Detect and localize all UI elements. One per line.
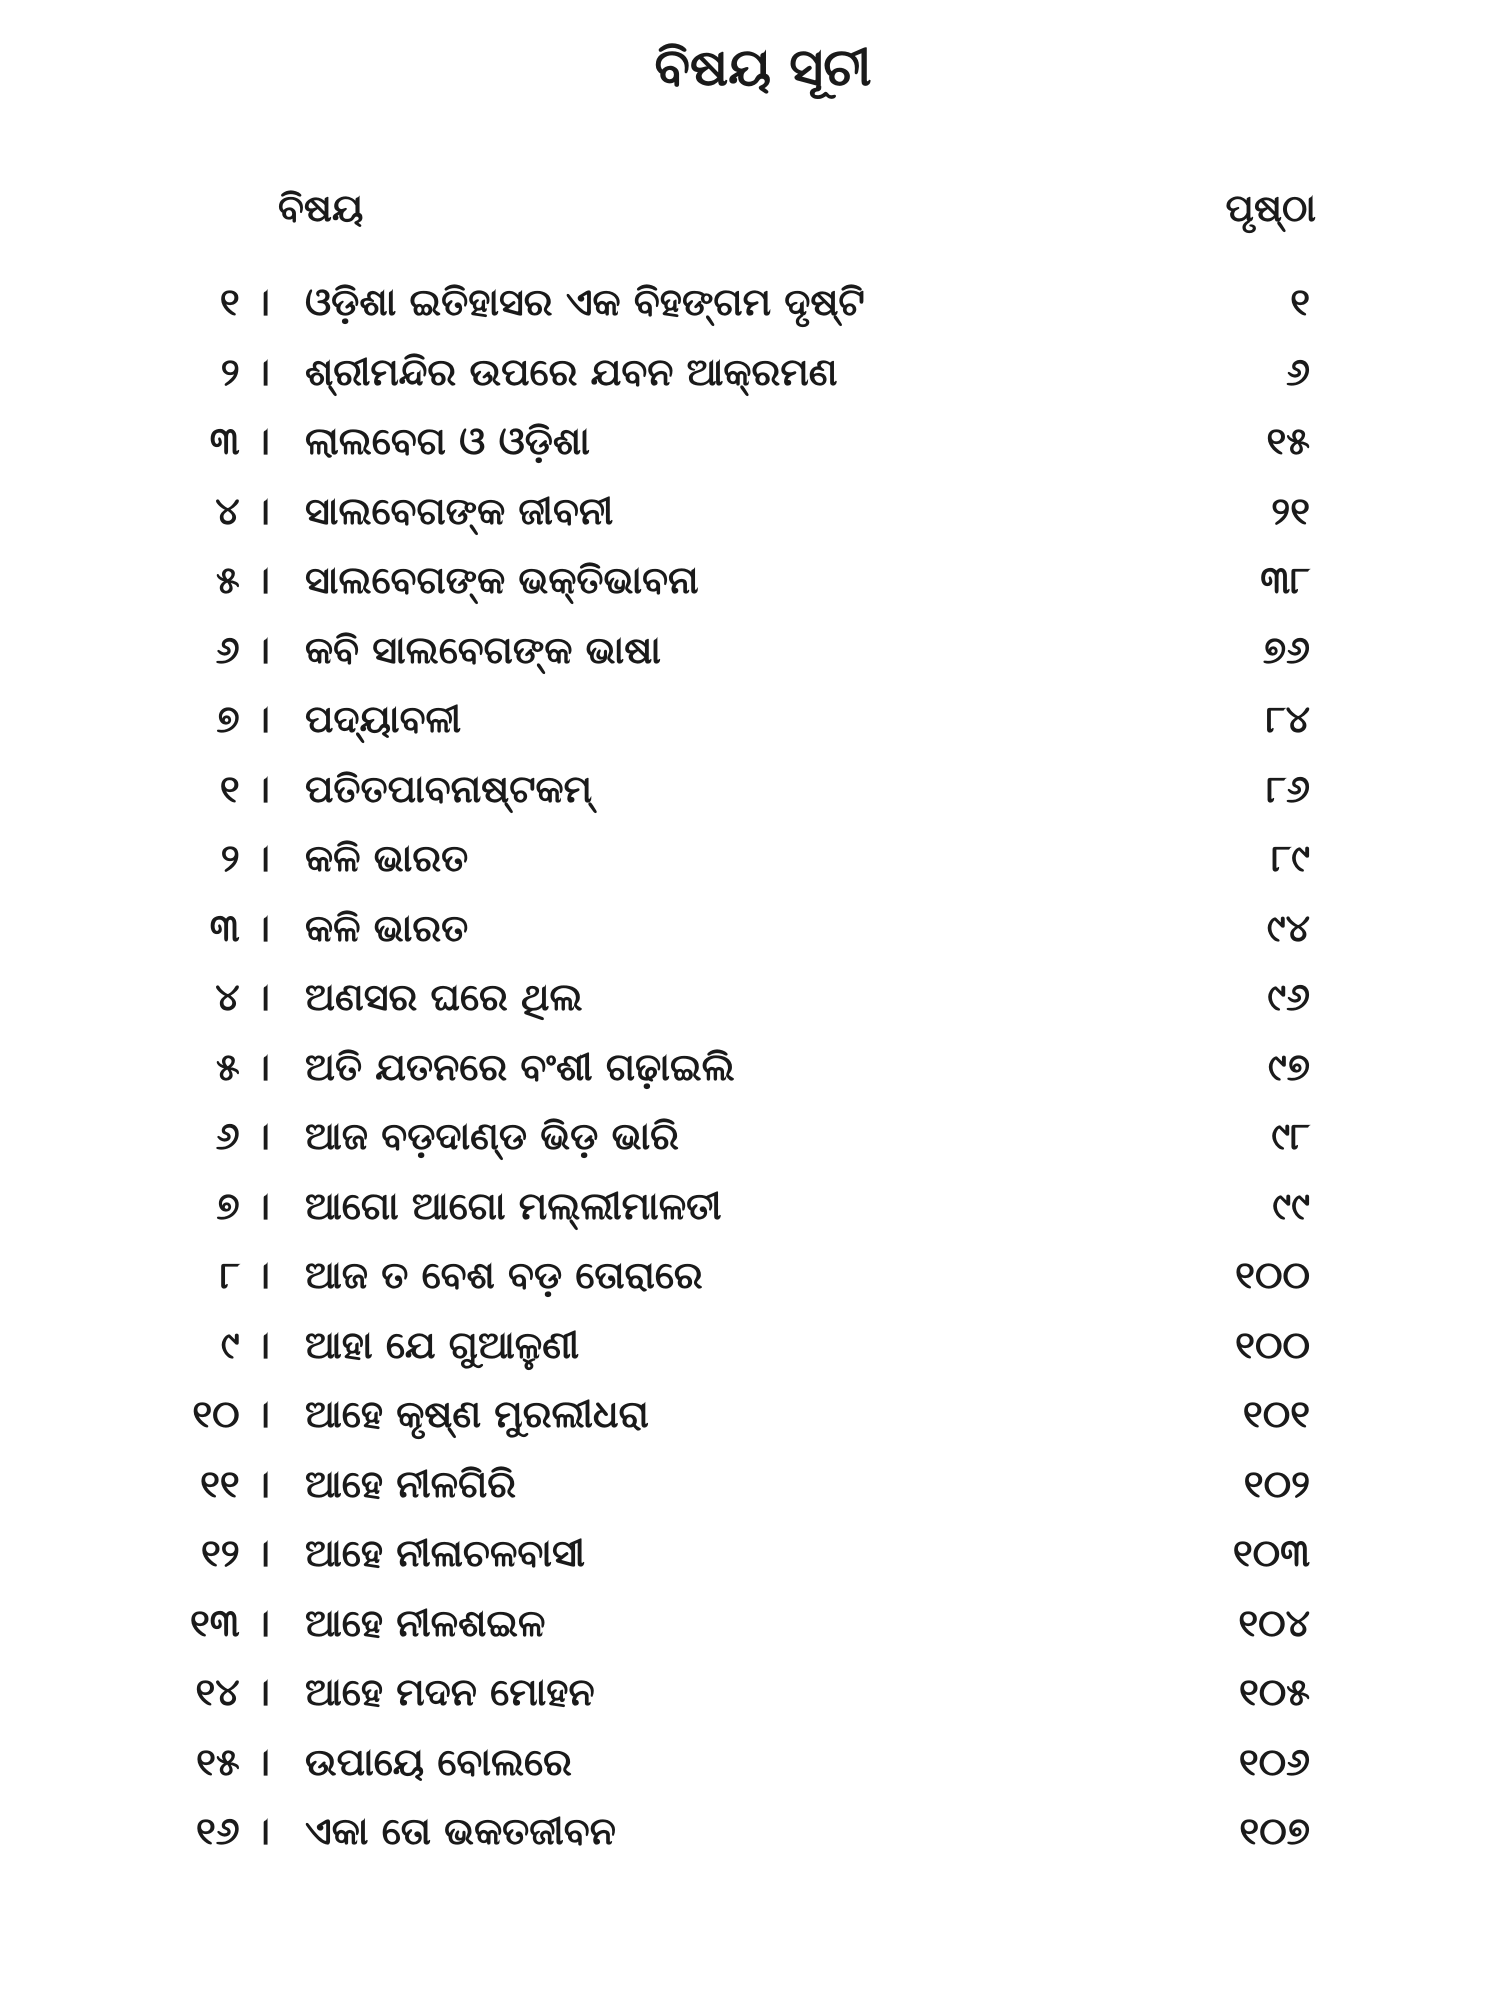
toc-entry bbox=[0, 1531, 1500, 1601]
entry-number: ୫ । bbox=[215, 558, 270, 602]
entry-page-number: ୯୮ bbox=[1271, 1114, 1310, 1158]
page-title: ବିଷୟ ସୂଚୀ bbox=[654, 38, 872, 98]
entry-page-number: ୯୯ bbox=[1272, 1183, 1310, 1228]
entry-page-number: ୨୧ bbox=[1271, 488, 1310, 533]
entry-title: ଆହେ କୃଷ୍ଣ ମୁରଲୀଧରା bbox=[305, 1392, 649, 1436]
toc-entry bbox=[0, 767, 1500, 837]
toc-entry bbox=[0, 1114, 1500, 1184]
toc-entry bbox=[0, 906, 1500, 976]
table-of-contents bbox=[0, 280, 1500, 1879]
entry-number: ୪ । bbox=[215, 975, 270, 1019]
entry-page-number: ୬ bbox=[1286, 349, 1310, 394]
entry-title: ଓଡ଼ିଶା ଇତିହାସର ଏକ ବିହଙ୍ଗମ ଦୃଷ୍ଟି bbox=[305, 280, 865, 324]
entry-title: ପଦ୍ୟାବଳୀ bbox=[305, 697, 462, 741]
toc-entry bbox=[0, 1670, 1500, 1740]
entry-number: ୧୬ । bbox=[196, 1809, 270, 1853]
toc-entry bbox=[0, 1809, 1500, 1879]
entry-page-number: ୧୦୦ bbox=[1235, 1253, 1310, 1297]
entry-title: ଆହେ ନୀଳଶଇଳ bbox=[305, 1600, 546, 1645]
entry-title: ଆଜ ବଡ଼ଦାଣ୍ଡ ଭିଡ଼ ଭାରି bbox=[305, 1114, 679, 1158]
entry-title: ସାଲବେଗଙ୍କ ଜୀବନୀ bbox=[305, 488, 614, 533]
entry-page-number: ୩୮ bbox=[1260, 558, 1310, 602]
toc-entry bbox=[0, 1601, 1500, 1671]
entry-page-number: ୯୭ bbox=[1267, 1044, 1310, 1089]
entry-number: ୨ । bbox=[220, 349, 270, 394]
entry-number: ୯ । bbox=[220, 1322, 270, 1367]
toc-entry bbox=[0, 975, 1500, 1045]
toc-entry bbox=[0, 1184, 1500, 1254]
entry-title: ଆହେ ମଦନ ମୋହନ bbox=[305, 1670, 595, 1714]
entry-number: ୬ । bbox=[215, 1114, 270, 1158]
entry-title: ଉପାୟେ ବୋଲରେ bbox=[305, 1739, 572, 1784]
toc-entry bbox=[0, 1462, 1500, 1532]
entry-number: ୧୩ । bbox=[190, 1600, 270, 1645]
toc-entry bbox=[0, 419, 1500, 489]
entry-number: ୬ । bbox=[215, 627, 270, 672]
column-header-page: ପୃଷ୍ଠା bbox=[1225, 186, 1316, 230]
entry-page-number: ୮୬ bbox=[1266, 766, 1310, 811]
entry-number: ୧୫ । bbox=[196, 1739, 270, 1784]
entry-page-number: ୧୦୪ bbox=[1238, 1600, 1310, 1645]
entry-title: ଆଜ ତ ବେଶ ବଡ଼ ତୋରାରେ bbox=[305, 1253, 703, 1297]
entry-page-number: ୯୬ bbox=[1267, 975, 1310, 1019]
toc-entry bbox=[0, 1740, 1500, 1810]
entry-number: ୭ । bbox=[216, 697, 270, 741]
toc-entry bbox=[0, 489, 1500, 559]
entry-title: ଆଗୋ ଆଗୋ ମଲ୍ଲୀମାଳତୀ bbox=[305, 1183, 722, 1228]
entry-title: ଏକା ତୋ ଭକତଜୀବନ bbox=[305, 1809, 616, 1853]
entry-number: ୭ । bbox=[216, 1183, 270, 1228]
entry-page-number: ୧୦୧ bbox=[1242, 1392, 1310, 1436]
toc-entry bbox=[0, 836, 1500, 906]
toc-entry bbox=[0, 1045, 1500, 1115]
entry-title: ଅତି ଯତନରେ ବଂଶୀ ଗଢ଼ାଇଲି bbox=[305, 1044, 735, 1089]
entry-title: କଳି ଭାରତ bbox=[305, 905, 469, 950]
entry-number: ୩ । bbox=[209, 905, 270, 950]
entry-number: ୩ । bbox=[209, 419, 270, 463]
entry-number: ୨ । bbox=[220, 836, 270, 880]
entry-page-number: ୧୦୨ bbox=[1243, 1461, 1310, 1506]
entry-page-number: ୧୫ bbox=[1266, 419, 1310, 463]
entry-number: ୧୨ । bbox=[200, 1531, 270, 1575]
column-header-subject: ବିଷୟ bbox=[278, 186, 364, 230]
entry-title: ଶ୍ରୀମନ୍ଦିର ଉପରେ ଯବନ ଆକ୍ରମଣ bbox=[305, 349, 838, 394]
entry-page-number: ୧୦୦ bbox=[1235, 1322, 1310, 1367]
entry-page-number: ୧୦୩ bbox=[1232, 1531, 1310, 1575]
entry-title: କବି ସାଲବେଗଙ୍କ ଭାଷା bbox=[305, 627, 661, 672]
toc-entry bbox=[0, 1323, 1500, 1393]
entry-number: ୧୪ । bbox=[195, 1670, 270, 1714]
entry-page-number: ୧୦୬ bbox=[1238, 1739, 1310, 1784]
entry-title: ଅଣସର ଘରେ ଥିଲ bbox=[305, 975, 583, 1019]
toc-entry bbox=[0, 350, 1500, 420]
entry-title: ପତିତପାବନାଷ୍ଟକମ୍ bbox=[305, 766, 593, 811]
entry-title: କଳି ଭାରତ bbox=[305, 836, 469, 880]
toc-entry bbox=[0, 280, 1500, 350]
entry-page-number: ୧ bbox=[1290, 280, 1310, 324]
toc-entry bbox=[0, 697, 1500, 767]
entry-title: ଆହେ ନୀଳାଚଳବାସୀ bbox=[305, 1531, 586, 1575]
toc-entry bbox=[0, 1392, 1500, 1462]
entry-number: ୧ । bbox=[219, 766, 270, 811]
entry-number: ୧ । bbox=[219, 280, 270, 324]
entry-number: ୪ । bbox=[215, 488, 270, 533]
entry-number: ୮ । bbox=[219, 1253, 270, 1297]
entry-title: ଲାଲବେଗ ଓ ଓଡ଼ିଶା bbox=[305, 419, 590, 463]
entry-title: ଆହା ଯେ ଗୁଆଳୁଣୀ bbox=[305, 1322, 580, 1367]
entry-page-number: ୧୦୫ bbox=[1238, 1670, 1310, 1714]
entry-number: ୫ । bbox=[215, 1044, 270, 1089]
entry-page-number: ୯୪ bbox=[1266, 905, 1310, 950]
toc-entry bbox=[0, 1253, 1500, 1323]
entry-page-number: ୮୪ bbox=[1265, 697, 1310, 741]
entry-page-number: ୭୬ bbox=[1262, 627, 1310, 672]
entry-number: ୧୧ । bbox=[200, 1461, 270, 1506]
toc-entry bbox=[0, 558, 1500, 628]
entry-page-number: ୧୦୭ bbox=[1239, 1809, 1310, 1853]
entry-title: ଆହେ ନୀଳଗିରି bbox=[305, 1461, 517, 1506]
toc-entry bbox=[0, 628, 1500, 698]
entry-page-number: ୮୯ bbox=[1271, 836, 1310, 880]
entry-number: ୧୦ । bbox=[192, 1392, 270, 1436]
entry-title: ସାଲବେଗଙ୍କ ଭକ୍ତିଭାବନା bbox=[305, 558, 699, 602]
